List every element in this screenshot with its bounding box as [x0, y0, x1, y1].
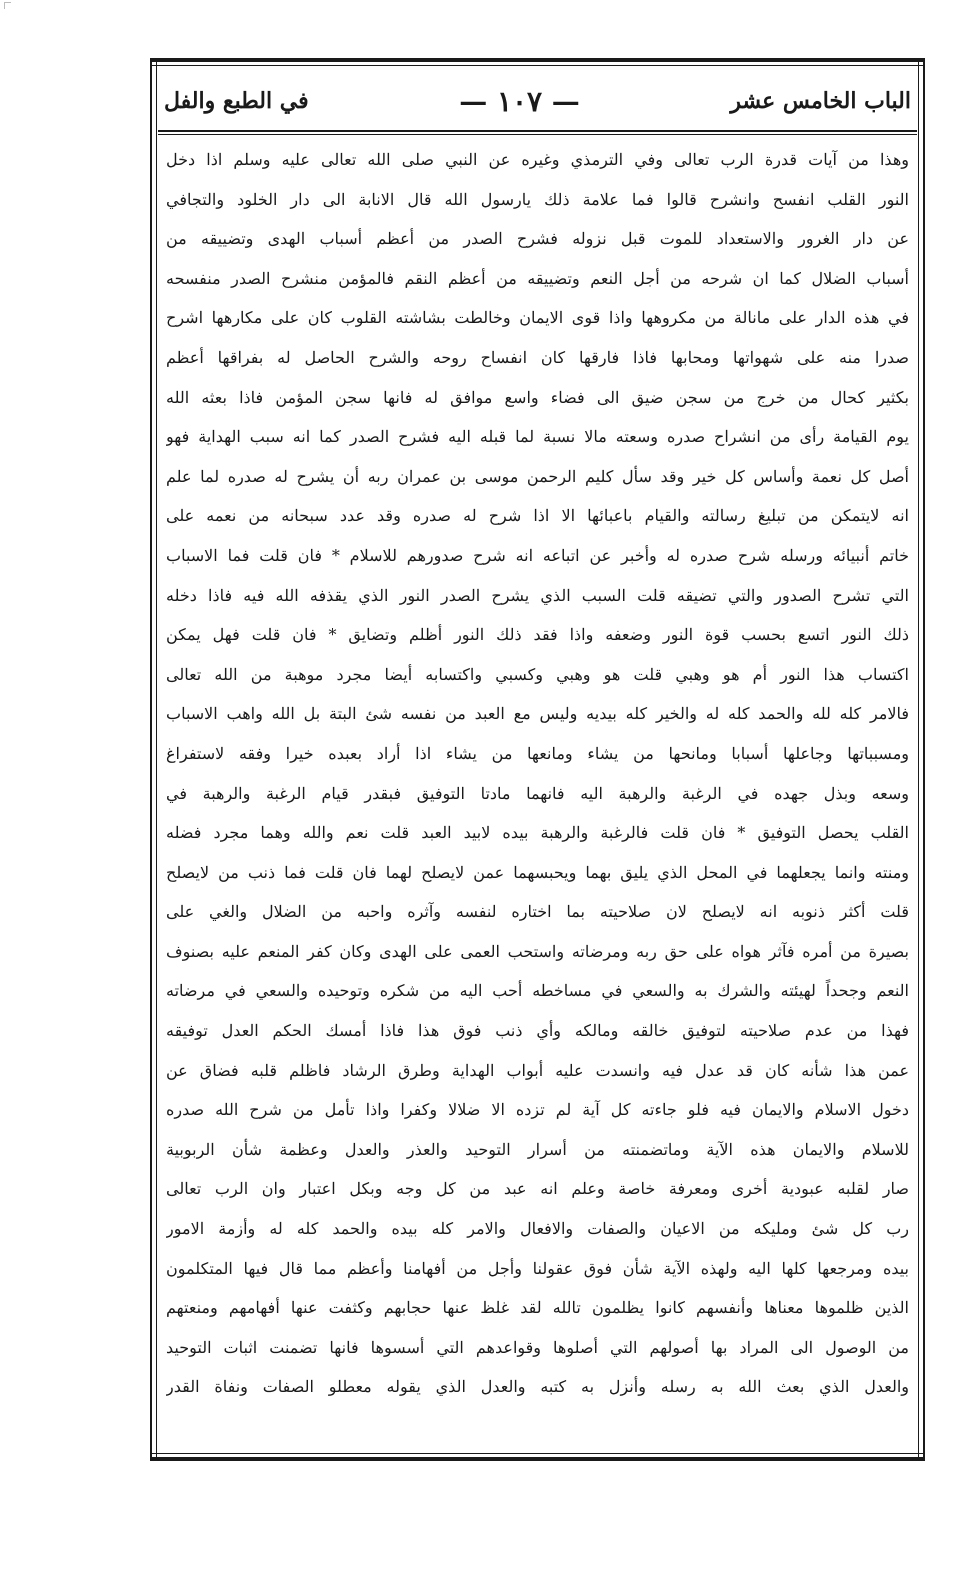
text-line: الذين ظلموها معناها وأنفسهم كانوا يظلمون تالله لقد غلظ عنها حجابهم وكثفت عنها أفهامهم ومنعتهم: [166, 1298, 909, 1318]
frame-bottom-thick-rule: [150, 1457, 925, 1461]
frame-right-inner-rule: [918, 58, 919, 1461]
frame-left-outer-rule: [150, 58, 152, 1461]
text-line: انه لايتمكن من تبليغ رسالته والقيام باعبائها الا اذا شرح له صدره وقد عدد سبحانه من نعمه على: [166, 506, 909, 526]
text-line: رب كل شئ ومليكه من الاعيان والصفات والافعال والامر كله بيده والحمد كله له وأزمة الامور: [166, 1219, 909, 1239]
text-line: بيده ومرجعها كلها اليه ولهذه الآية شأن فوق عقولنا وأجل من أفهامنا وأعظم مما قال فيها المتكلمون: [166, 1258, 909, 1278]
frame-top-thick-rule: [150, 58, 925, 62]
body-text: [166, 140, 909, 1407]
text-line: والعدل الذي بعث الله به رسله وأنزل به كتبه والعدل الذي يقوله معطلو الصفات ونفاة القدر: [166, 1377, 909, 1397]
text-line: في هذه الدار على مانالة من مكروهها واذا قوى الايمان وخالطت بشاشته القلوب كان على مكارهها اشرح: [166, 308, 909, 328]
text-line: وهذا من آيات قدرة الرب تعالى وفي الترمذي وغيره عن النبي صلى الله تعالى عليه وسلم اذا دخل: [166, 150, 909, 169]
page-frame: [150, 58, 925, 1461]
text-line: يوم القيامة رأى من انشراح صدره وسعته مالا نسبة لما قبله اليه فشرح الصدر كما انه سبب الهداية فهو: [166, 427, 909, 447]
text-line: بكثير كحال من خرج من سجن ضيق الى فضاء واسع موافق له فانها سجن المؤمن فاذا بعثه الله: [166, 387, 909, 407]
frame-right-outer-rule: [923, 58, 925, 1461]
text-line: التي تشرح الصدور والتي تضيقه قلت السبب الذي يشرح الصدر النور الذي يقذفه الله فيه فاذا دخله: [166, 585, 909, 605]
running-header: [164, 76, 911, 126]
scan-corner-mark: [4, 2, 11, 9]
text-line: فهذا من عدم صلاحيته لتوفيق خالقه ومالكه وأي ذنب فوق هذا فاذا أمسك الحكم العدل توفيقه: [166, 1021, 909, 1041]
text-line: فالامر كله لله والحمد كله له والخير كله بيديه وليس مع العبد من نفسه شئ البتة بل الله واهب الاسباب: [166, 704, 909, 724]
text-line: من الوصول الى المراد بها أصولهم التي أصلوها وقواعدهم التي أسسوها فانها تضمنت اثبات التوحيد: [166, 1337, 909, 1357]
text-line: ومسبباتها وجاعلها أسبابا ومانحها من يشاء ومانعها من يشاء اذا أراد بعبده خيرا وفقه لاستفراغ: [166, 743, 909, 763]
text-line: النور القلب انفسح وانشرح قالوا فما علامة ذلك يارسول الله قال الانابة الى دار الخلود والتجافي: [166, 189, 909, 209]
text-line: أصل كل نعمة وأساس كل خير وقد سأل كليم الرحمن موسى بن عمران ربه أن يشرح له صدره لما علم: [166, 466, 909, 486]
text-line: خاتم أنبيائه ورسله شرح صدره له وأخبر عن اتباعه انه شرح صدورهم للاسلام * فان قلت فما الاسباب: [166, 545, 909, 565]
chapter-title: الباب الخامس عشر: [730, 88, 911, 114]
header-divider: [158, 130, 917, 132]
frame-bottom-thin-rule: [150, 1453, 925, 1454]
text-line: عن دار الغرور والاستعداد للموت قبل نزوله فشرح الصدر من أعظم أسباب الهدى وتضييقه من: [166, 229, 909, 249]
frame-left-inner-rule: [156, 58, 157, 1461]
text-line: وسعه وبذل جهده في الرغبة والرهبة اليه فانهما مادتا التوفيق فبقدر قيام الرغبة والرهبة في: [166, 783, 909, 803]
text-line: أسباب الضلال كما ان شرحه من أجل النعم وتضييقه من أعظم النقم فالمؤمن منشرح الصدر منفسحه: [166, 268, 909, 288]
text-line: قلت أكثر ذنوبه انه لايصلح لان صلاحيته بما اختاره لنفسه وآثره واحبه من الضلال والغي على: [166, 902, 909, 922]
text-line: ومنته وانما يجعلهما في المحل الذي يليق بهما ويحبسهما عمن لايصلح لهما فان قلت فما ذنب من لايصلح: [166, 862, 909, 882]
header-divider-thin: [158, 134, 917, 135]
text-line: بصيرة من أمره فآثر هواه على حق ربه ومرضاته واستحب العمى على الهدى وكان كفر المنعم عليه بصنوف: [166, 941, 909, 961]
text-line: دخول الاسلام والايمان فيه فلو جاءته كل آية لم تزده الا ضلالا وكفرا واذا تأمل من شرح الله صدره: [166, 1100, 909, 1120]
topic-title: في الطبع والفل: [164, 88, 309, 114]
page-number: — ١٠٧ —: [459, 84, 580, 118]
text-line: عمن هذا شأنه كان قد عدل فيه وانسدت عليه أبواب الهداية وطرق الرشاد فاظلم قلبه فضاق عن: [166, 1060, 909, 1080]
text-line: للاسلام والايمان هذه الآية وماتضمنته من أسرار التوحيد والعذر والعدل وعظمة شأن الربوبية: [166, 1139, 909, 1159]
frame-top-thin-rule: [150, 65, 925, 66]
text-line: اكتساب هذا النور أم هو وهبي قلت هو وهبي وكسبي واكتسابه أيضا مجرد موهبة من الله تعالى: [166, 664, 909, 684]
text-line: صار لقلبه عبودية أخرى ومعرفة خاصة وعلم انه عبد من كل وجه وبكل اعتبار وان الرب تعالى: [166, 1179, 909, 1199]
text-line: ذلك النور اتسع بحسب قوة النور وضعفه واذا فقد ذلك النور أظلم وتضايق * فان قلت فهل يمكن: [166, 625, 909, 645]
text-line: صدرا منه على شهواتها ومحابها فاذا فارقها كان انفساح روحه والشرح الحاصل له بفراقها أعظم: [166, 347, 909, 367]
text-line: القلب يحصل التوفيق * فان قلت فالرغبة والرهبة بيده لابيد العبد قلت نعم والله وهما مجرد فضله: [166, 823, 909, 843]
text-line: النعم وجحداً لهيئته والشرك به والسعي في مساخطه أحب اليه من شكره وتوحيده والسعي في مرضاته: [166, 981, 909, 1001]
